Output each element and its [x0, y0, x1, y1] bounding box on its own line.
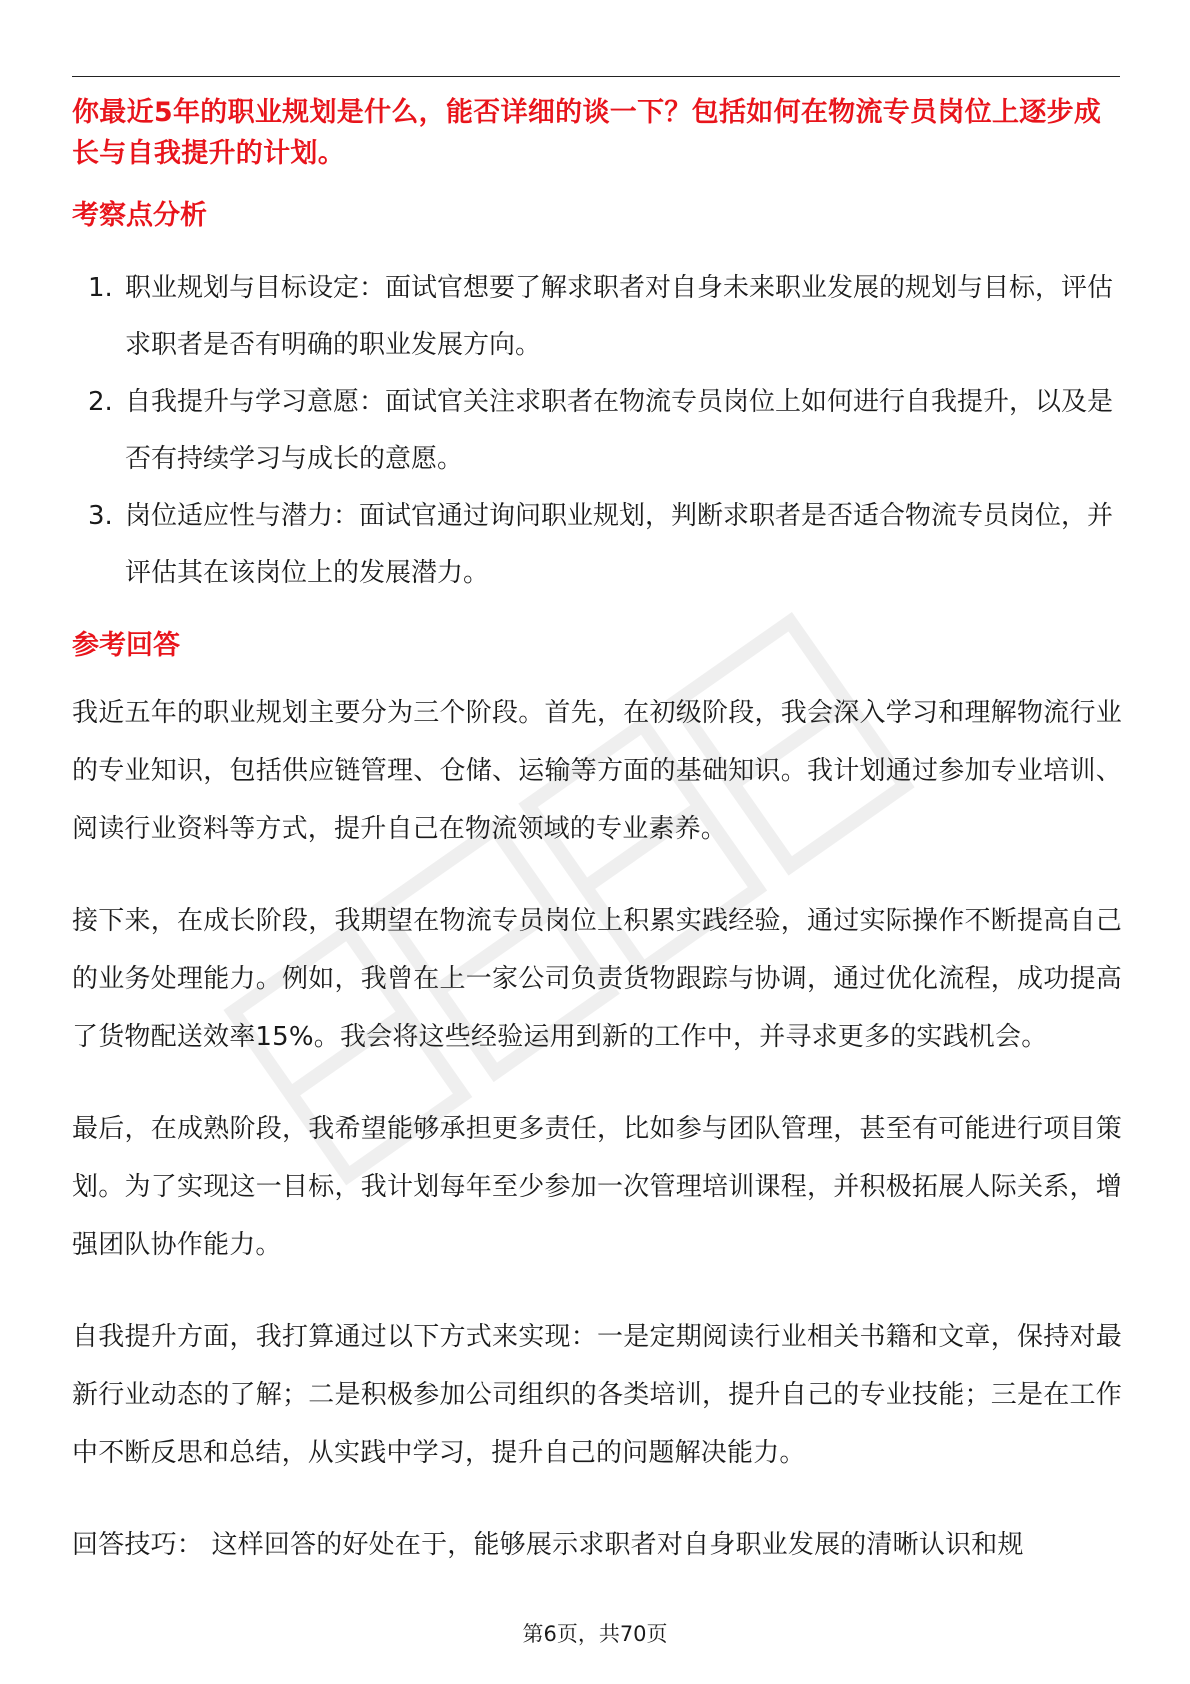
answer-tips: 回答技巧： 这样回答的好处在于，能够展示求职者对自身职业发展的清晰认识和规: [72, 1530, 1024, 1560]
point-text: 岗位适应性与潜力：面试官通过询问职业规划，判断求职者是否适合物流专员岗位，并评估其在该岗位上的发展潜力。: [125, 501, 1114, 588]
analysis-point: [72, 488, 1122, 602]
point-number: 3.: [88, 501, 113, 531]
analysis-list: [72, 260, 1122, 602]
point-text: 职业规划与目标设定：面试官想要了解求职者对自身未来职业发展的规划与目标，评估求职者是否有明确的职业发展方向。: [125, 273, 1114, 360]
top-divider: [72, 76, 1120, 77]
answer-paragraph: 自我提升方面，我打算通过以下方式来实现：一是定期阅读行业相关书籍和文章，保持对最新行业动态的了解；二是积极参加公司组织的各类培训，提升自己的专业技能；三是在工作中不断反思和总结，从实践中学习，提升自己的问题解决能力。: [72, 1322, 1122, 1468]
point-number: 2.: [88, 387, 113, 417]
document-body: [72, 92, 1122, 1574]
answer-paragraph: 我近五年的职业规划主要分为三个阶段。首先，在初级阶段，我会深入学习和理解物流行业的专业知识，包括供应链管理、仓储、运输等方面的基础知识。我计划通过参加专业培训、阅读行业资料等方式，提升自己在物流领域的专业素养。: [72, 698, 1122, 844]
point-number: 1.: [88, 273, 113, 303]
analysis-heading: 考察点分析: [72, 200, 207, 231]
point-text: 自我提升与学习意愿：面试官关注求职者在物流专员岗位上如何进行自我提升，以及是否有持续学习与成长的意愿。: [125, 387, 1114, 474]
answer-paragraph: 最后，在成熟阶段，我希望能够承担更多责任，比如参与团队管理，甚至有可能进行项目策划。为了实现这一目标，我计划每年至少参加一次管理培训课程，并积极拓展人际关系，增强团队协作能力。: [72, 1114, 1122, 1260]
answer-paragraph: 接下来，在成长阶段，我期望在物流专员岗位上积累实践经验，通过实际操作不断提高自己的业务处理能力。例如，我曾在上一家公司负责货物跟踪与协调，通过优化流程，成功提高了货物配送效率15%。我会将这些经验运用到新的工作中，并寻求更多的实践机会。: [72, 906, 1122, 1052]
page-number: 第6页，共70页: [522, 1622, 668, 1646]
analysis-point: [72, 374, 1122, 488]
analysis-point: [72, 260, 1122, 374]
question-title: 你最近5年的职业规划是什么，能否详细的谈一下？包括如何在物流专员岗位上逐步成长与自我提升的计划。: [72, 97, 1102, 169]
answer-heading: 参考回答: [72, 630, 180, 661]
